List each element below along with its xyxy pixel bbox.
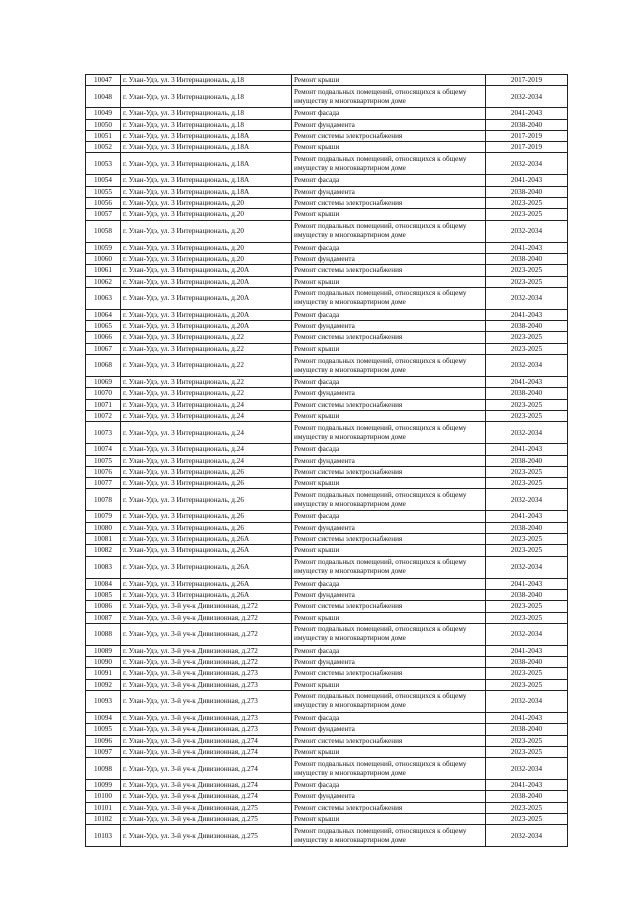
row-number: 10056	[86, 198, 121, 209]
table-row	[86, 589, 568, 600]
address-cell: г. Улан-Удэ, ул. 3 Интернациональ, д.18А	[121, 153, 292, 175]
period-cell: 2041-2043	[486, 712, 568, 723]
address-cell: г. Улан-Удэ, ул. 3-й уч-к Дивизионная, д.274	[121, 780, 292, 791]
work-type-cell: Ремонт фасада	[292, 242, 486, 253]
work-type-cell: Ремонт фасада	[292, 377, 486, 388]
row-number: 10050	[86, 119, 121, 130]
period-cell: 2041-2043	[486, 780, 568, 791]
period-cell: 2041-2043	[486, 645, 568, 656]
period-cell: 2023-2025	[486, 601, 568, 612]
work-type-cell: Ремонт фундамента	[292, 186, 486, 197]
table-row	[86, 758, 568, 780]
address-cell: г. Улан-Удэ, ул. 3 Интернациональ, д.20	[121, 209, 292, 220]
address-cell: г. Улан-Удэ, ул. 3-й уч-к Дивизионная, д.273	[121, 712, 292, 723]
address-cell: г. Улан-Удэ, ул. 3 Интернациональ, д.18	[121, 86, 292, 108]
address-cell: г. Улан-Удэ, ул. 3 Интернациональ, д.26А	[121, 545, 292, 556]
period-cell: 2038-2040	[486, 253, 568, 264]
period-cell: 2023-2025	[486, 410, 568, 421]
row-number: 10060	[86, 253, 121, 264]
period-cell: 2032-2034	[486, 556, 568, 578]
address-cell: г. Улан-Удэ, ул. 3-й уч-к Дивизионная, д.272	[121, 612, 292, 623]
table-row	[86, 343, 568, 354]
work-type-cell: Ремонт подвальных помещений, относящихся к общему имуществу в многоквартирном доме	[292, 690, 486, 712]
row-number: 10084	[86, 578, 121, 589]
address-cell: г. Улан-Удэ, ул. 3 Интернациональ, д.22	[121, 343, 292, 354]
table-body	[86, 75, 568, 847]
table-row	[86, 332, 568, 343]
address-cell: г. Улан-Удэ, ул. 3 Интернациональ, д.18А	[121, 142, 292, 153]
period-cell: 2023-2025	[486, 612, 568, 623]
row-number: 10052	[86, 142, 121, 153]
table-row	[86, 601, 568, 612]
address-cell: г. Улан-Удэ, ул. 3 Интернациональ, д.26	[121, 489, 292, 511]
table-row	[86, 735, 568, 746]
row-number: 10102	[86, 814, 121, 825]
period-cell: 2041-2043	[486, 511, 568, 522]
period-cell: 2038-2040	[486, 455, 568, 466]
work-type-cell: Ремонт подвальных помещений, относящихся к общему имуществу в многоквартирном доме	[292, 623, 486, 645]
table-row	[86, 478, 568, 489]
table-row	[86, 309, 568, 320]
address-cell: г. Улан-Удэ, ул. 3-й уч-к Дивизионная, д.272	[121, 645, 292, 656]
period-cell: 2041-2043	[486, 175, 568, 186]
period-cell: 2023-2025	[486, 276, 568, 287]
period-cell: 2032-2034	[486, 690, 568, 712]
address-cell: г. Улан-Удэ, ул. 3 Интернациональ, д.20А	[121, 321, 292, 332]
period-cell: 2023-2025	[486, 545, 568, 556]
row-number: 10062	[86, 276, 121, 287]
row-number: 10081	[86, 534, 121, 545]
work-type-cell: Ремонт системы электроснабжения	[292, 668, 486, 679]
work-type-cell: Ремонт крыши	[292, 75, 486, 86]
address-cell: г. Улан-Удэ, ул. 3-й уч-к Дивизионная, д.273	[121, 668, 292, 679]
work-type-cell: Ремонт подвальных помещений, относящихся к общему имуществу в многоквартирном доме	[292, 287, 486, 309]
work-type-cell: Ремонт крыши	[292, 746, 486, 757]
work-type-cell: Ремонт крыши	[292, 814, 486, 825]
work-type-cell: Ремонт системы электроснабжения	[292, 601, 486, 612]
address-cell: г. Улан-Удэ, ул. 3 Интернациональ, д.20	[121, 220, 292, 242]
period-cell: 2023-2025	[486, 332, 568, 343]
address-cell: г. Улан-Удэ, ул. 3 Интернациональ, д.20	[121, 253, 292, 264]
period-cell: 2032-2034	[486, 623, 568, 645]
row-number: 10051	[86, 130, 121, 141]
table-row	[86, 186, 568, 197]
row-number: 10067	[86, 343, 121, 354]
row-number: 10070	[86, 388, 121, 399]
address-cell: г. Улан-Удэ, ул. 3 Интернациональ, д.20А	[121, 287, 292, 309]
period-cell: 2041-2043	[486, 444, 568, 455]
repair-schedule-table	[85, 74, 568, 847]
row-number: 10094	[86, 712, 121, 723]
period-cell: 2041-2043	[486, 578, 568, 589]
period-cell: 2041-2043	[486, 108, 568, 119]
period-cell: 2023-2025	[486, 735, 568, 746]
row-number: 10074	[86, 444, 121, 455]
row-number: 10069	[86, 377, 121, 388]
address-cell: г. Улан-Удэ, ул. 3-й уч-к Дивизионная, д.272	[121, 623, 292, 645]
table-row	[86, 802, 568, 813]
address-cell: г. Улан-Удэ, ул. 3 Интернациональ, д.18А	[121, 175, 292, 186]
address-cell: г. Улан-Удэ, ул. 3 Интернациональ, д.24	[121, 422, 292, 444]
row-number: 10058	[86, 220, 121, 242]
address-cell: г. Улан-Удэ, ул. 3 Интернациональ, д.24	[121, 410, 292, 421]
period-cell: 2023-2025	[486, 265, 568, 276]
work-type-cell: Ремонт подвальных помещений, относящихся к общему имуществу в многоквартирном доме	[292, 758, 486, 780]
period-cell: 2023-2025	[486, 814, 568, 825]
table-row	[86, 399, 568, 410]
table-row	[86, 522, 568, 533]
work-type-cell: Ремонт крыши	[292, 679, 486, 690]
address-cell: г. Улан-Удэ, ул. 3-й уч-к Дивизионная, д.275	[121, 814, 292, 825]
row-number: 10066	[86, 332, 121, 343]
row-number: 10100	[86, 791, 121, 802]
work-type-cell: Ремонт фундамента	[292, 388, 486, 399]
row-number: 10095	[86, 724, 121, 735]
period-cell: 2038-2040	[486, 724, 568, 735]
period-cell: 2038-2040	[486, 186, 568, 197]
period-cell: 2032-2034	[486, 153, 568, 175]
row-number: 10101	[86, 802, 121, 813]
work-type-cell: Ремонт фундамента	[292, 522, 486, 533]
table-row	[86, 253, 568, 264]
work-type-cell: Ремонт крыши	[292, 612, 486, 623]
work-type-cell: Ремонт фундамента	[292, 253, 486, 264]
work-type-cell: Ремонт крыши	[292, 343, 486, 354]
address-cell: г. Улан-Удэ, ул. 3 Интернациональ, д.22	[121, 332, 292, 343]
period-cell: 2017-2019	[486, 75, 568, 86]
period-cell: 2017-2019	[486, 142, 568, 153]
period-cell: 2032-2034	[486, 825, 568, 847]
work-type-cell: Ремонт крыши	[292, 545, 486, 556]
row-number: 10092	[86, 679, 121, 690]
address-cell: г. Улан-Удэ, ул. 3 Интернациональ, д.26	[121, 478, 292, 489]
row-number: 10103	[86, 825, 121, 847]
work-type-cell: Ремонт подвальных помещений, относящихся к общему имуществу в многоквартирном доме	[292, 355, 486, 377]
work-type-cell: Ремонт подвальных помещений, относящихся к общему имуществу в многоквартирном доме	[292, 556, 486, 578]
address-cell: г. Улан-Удэ, ул. 3 Интернациональ, д.20А	[121, 276, 292, 287]
work-type-cell: Ремонт фундамента	[292, 455, 486, 466]
period-cell: 2023-2025	[486, 209, 568, 220]
row-number: 10061	[86, 265, 121, 276]
period-cell: 2038-2040	[486, 791, 568, 802]
row-number: 10079	[86, 511, 121, 522]
table-row	[86, 242, 568, 253]
table-row	[86, 489, 568, 511]
period-cell: 2023-2025	[486, 668, 568, 679]
address-cell: г. Улан-Удэ, ул. 3 Интернациональ, д.22	[121, 355, 292, 377]
work-type-cell: Ремонт фасада	[292, 511, 486, 522]
row-number: 10059	[86, 242, 121, 253]
table-row	[86, 444, 568, 455]
work-type-cell: Ремонт крыши	[292, 142, 486, 153]
period-cell: 2032-2034	[486, 355, 568, 377]
work-type-cell: Ремонт подвальных помещений, относящихся к общему имуществу в многоквартирном доме	[292, 86, 486, 108]
work-type-cell: Ремонт фасада	[292, 645, 486, 656]
table-row	[86, 455, 568, 466]
table-row	[86, 108, 568, 119]
address-cell: г. Улан-Удэ, ул. 3 Интернациональ, д.18А	[121, 186, 292, 197]
table-row	[86, 511, 568, 522]
address-cell: г. Улан-Удэ, ул. 3 Интернациональ, д.20А	[121, 265, 292, 276]
table-row	[86, 388, 568, 399]
row-number: 10096	[86, 735, 121, 746]
row-number: 10082	[86, 545, 121, 556]
row-number: 10087	[86, 612, 121, 623]
period-cell: 2023-2025	[486, 534, 568, 545]
row-number: 10083	[86, 556, 121, 578]
period-cell: 2023-2025	[486, 802, 568, 813]
work-type-cell: Ремонт системы электроснабжения	[292, 466, 486, 477]
address-cell: г. Улан-Удэ, ул. 3-й уч-к Дивизионная, д.274	[121, 791, 292, 802]
address-cell: г. Улан-Удэ, ул. 3 Интернациональ, д.26А	[121, 589, 292, 600]
period-cell: 2032-2034	[486, 220, 568, 242]
row-number: 10080	[86, 522, 121, 533]
period-cell: 2023-2025	[486, 679, 568, 690]
work-type-cell: Ремонт подвальных помещений, относящихся к общему имуществу в многоквартирном доме	[292, 489, 486, 511]
address-cell: г. Улан-Удэ, ул. 3-й уч-к Дивизионная, д.275	[121, 802, 292, 813]
address-cell: г. Улан-Удэ, ул. 3-й уч-к Дивизионная, д.274	[121, 746, 292, 757]
table-row	[86, 780, 568, 791]
table-row	[86, 287, 568, 309]
work-type-cell: Ремонт фундамента	[292, 589, 486, 600]
address-cell: г. Улан-Удэ, ул. 3 Интернациональ, д.18	[121, 119, 292, 130]
row-number: 10088	[86, 623, 121, 645]
table-row	[86, 377, 568, 388]
table-row	[86, 534, 568, 545]
period-cell: 2038-2040	[486, 657, 568, 668]
address-cell: г. Улан-Удэ, ул. 3-й уч-к Дивизионная, д.273	[121, 690, 292, 712]
period-cell: 2041-2043	[486, 309, 568, 320]
row-number: 10055	[86, 186, 121, 197]
address-cell: г. Улан-Удэ, ул. 3 Интернациональ, д.20А	[121, 309, 292, 320]
address-cell: г. Улан-Удэ, ул. 3 Интернациональ, д.18	[121, 108, 292, 119]
work-type-cell: Ремонт крыши	[292, 276, 486, 287]
work-type-cell: Ремонт системы электроснабжения	[292, 198, 486, 209]
work-type-cell: Ремонт фундамента	[292, 657, 486, 668]
work-type-cell: Ремонт системы электроснабжения	[292, 735, 486, 746]
row-number: 10098	[86, 758, 121, 780]
table-row	[86, 130, 568, 141]
table-row	[86, 276, 568, 287]
row-number: 10049	[86, 108, 121, 119]
period-cell: 2041-2043	[486, 377, 568, 388]
period-cell: 2023-2025	[486, 198, 568, 209]
table-row	[86, 578, 568, 589]
row-number: 10075	[86, 455, 121, 466]
table-row	[86, 220, 568, 242]
row-number: 10054	[86, 175, 121, 186]
address-cell: г. Улан-Удэ, ул. 3 Интернациональ, д.18А	[121, 130, 292, 141]
address-cell: г. Улан-Удэ, ул. 3 Интернациональ, д.26	[121, 522, 292, 533]
row-number: 10086	[86, 601, 121, 612]
address-cell: г. Улан-Удэ, ул. 3 Интернациональ, д.26	[121, 511, 292, 522]
address-cell: г. Улан-Удэ, ул. 3-й уч-к Дивизионная, д.273	[121, 724, 292, 735]
table-row	[86, 712, 568, 723]
table-row	[86, 690, 568, 712]
period-cell: 2023-2025	[486, 466, 568, 477]
address-cell: г. Улан-Удэ, ул. 3 Интернациональ, д.18	[121, 75, 292, 86]
period-cell: 2023-2025	[486, 399, 568, 410]
work-type-cell: Ремонт фасада	[292, 712, 486, 723]
period-cell: 2038-2040	[486, 321, 568, 332]
table-row	[86, 466, 568, 477]
table-row	[86, 119, 568, 130]
table-row	[86, 153, 568, 175]
row-number: 10068	[86, 355, 121, 377]
period-cell: 2038-2040	[486, 589, 568, 600]
work-type-cell: Ремонт системы электроснабжения	[292, 399, 486, 410]
table-row	[86, 668, 568, 679]
row-number: 10065	[86, 321, 121, 332]
table-row	[86, 422, 568, 444]
work-type-cell: Ремонт фасада	[292, 108, 486, 119]
table-row	[86, 355, 568, 377]
address-cell: г. Улан-Удэ, ул. 3-й уч-к Дивизионная, д.274	[121, 758, 292, 780]
table-row	[86, 645, 568, 656]
work-type-cell: Ремонт крыши	[292, 209, 486, 220]
row-number: 10063	[86, 287, 121, 309]
table-row	[86, 791, 568, 802]
table-row	[86, 623, 568, 645]
row-number: 10048	[86, 86, 121, 108]
work-type-cell: Ремонт системы электроснабжения	[292, 130, 486, 141]
period-cell: 2032-2034	[486, 758, 568, 780]
table-row	[86, 75, 568, 86]
period-cell: 2038-2040	[486, 522, 568, 533]
row-number: 10076	[86, 466, 121, 477]
row-number: 10057	[86, 209, 121, 220]
period-cell: 2038-2040	[486, 119, 568, 130]
address-cell: г. Улан-Удэ, ул. 3 Интернациональ, д.20	[121, 242, 292, 253]
row-number: 10053	[86, 153, 121, 175]
work-type-cell: Ремонт подвальных помещений, относящихся к общему имуществу в многоквартирном доме	[292, 153, 486, 175]
address-cell: г. Улан-Удэ, ул. 3-й уч-к Дивизионная, д.275	[121, 825, 292, 847]
address-cell: г. Улан-Удэ, ул. 3 Интернациональ, д.24	[121, 455, 292, 466]
row-number: 10073	[86, 422, 121, 444]
address-cell: г. Улан-Удэ, ул. 3-й уч-к Дивизионная, д.272	[121, 657, 292, 668]
table-row	[86, 545, 568, 556]
table-row	[86, 142, 568, 153]
period-cell: 2017-2019	[486, 130, 568, 141]
address-cell: г. Улан-Удэ, ул. 3 Интернациональ, д.20	[121, 198, 292, 209]
row-number: 10078	[86, 489, 121, 511]
address-cell: г. Улан-Удэ, ул. 3-й уч-к Дивизионная, д.272	[121, 601, 292, 612]
table-row	[86, 746, 568, 757]
table-row	[86, 175, 568, 186]
row-number: 10093	[86, 690, 121, 712]
address-cell: г. Улан-Удэ, ул. 3 Интернациональ, д.24	[121, 444, 292, 455]
period-cell: 2032-2034	[486, 287, 568, 309]
work-type-cell: Ремонт подвальных помещений, относящихся к общему имуществу в многоквартирном доме	[292, 220, 486, 242]
work-type-cell: Ремонт фундамента	[292, 321, 486, 332]
row-number: 10090	[86, 657, 121, 668]
row-number: 10077	[86, 478, 121, 489]
table-row	[86, 814, 568, 825]
period-cell: 2023-2025	[486, 343, 568, 354]
work-type-cell: Ремонт фундамента	[292, 724, 486, 735]
row-number: 10047	[86, 75, 121, 86]
address-cell: г. Улан-Удэ, ул. 3 Интернациональ, д.22	[121, 377, 292, 388]
row-number: 10091	[86, 668, 121, 679]
row-number: 10072	[86, 410, 121, 421]
work-type-cell: Ремонт подвальных помещений, относящихся к общему имуществу в многоквартирном доме	[292, 825, 486, 847]
row-number: 10099	[86, 780, 121, 791]
work-type-cell: Ремонт системы электроснабжения	[292, 265, 486, 276]
table-row	[86, 724, 568, 735]
address-cell: г. Улан-Удэ, ул. 3 Интернациональ, д.26	[121, 466, 292, 477]
address-cell: г. Улан-Удэ, ул. 3 Интернациональ, д.26А	[121, 534, 292, 545]
work-type-cell: Ремонт подвальных помещений, относящихся к общему имуществу в многоквартирном доме	[292, 422, 486, 444]
address-cell: г. Улан-Удэ, ул. 3-й уч-к Дивизионная, д.273	[121, 679, 292, 690]
address-cell: г. Улан-Удэ, ул. 3 Интернациональ, д.26А	[121, 578, 292, 589]
work-type-cell: Ремонт системы электроснабжения	[292, 534, 486, 545]
table-row	[86, 265, 568, 276]
work-type-cell: Ремонт крыши	[292, 478, 486, 489]
table-row	[86, 657, 568, 668]
work-type-cell: Ремонт фасада	[292, 780, 486, 791]
table-row	[86, 556, 568, 578]
work-type-cell: Ремонт крыши	[292, 410, 486, 421]
address-cell: г. Улан-Удэ, ул. 3 Интернациональ, д.24	[121, 399, 292, 410]
work-type-cell: Ремонт фундамента	[292, 791, 486, 802]
work-type-cell: Ремонт фасада	[292, 175, 486, 186]
work-type-cell: Ремонт фасада	[292, 444, 486, 455]
row-number: 10097	[86, 746, 121, 757]
period-cell: 2023-2025	[486, 746, 568, 757]
period-cell: 2032-2034	[486, 86, 568, 108]
work-type-cell: Ремонт системы электроснабжения	[292, 802, 486, 813]
row-number: 10071	[86, 399, 121, 410]
period-cell: 2032-2034	[486, 489, 568, 511]
table-row	[86, 410, 568, 421]
period-cell: 2023-2025	[486, 478, 568, 489]
work-type-cell: Ремонт фасада	[292, 578, 486, 589]
table-row	[86, 825, 568, 847]
table-row	[86, 612, 568, 623]
table-row	[86, 86, 568, 108]
row-number: 10064	[86, 309, 121, 320]
address-cell: г. Улан-Удэ, ул. 3-й уч-к Дивизионная, д.274	[121, 735, 292, 746]
period-cell: 2038-2040	[486, 388, 568, 399]
work-type-cell: Ремонт системы электроснабжения	[292, 332, 486, 343]
row-number: 10085	[86, 589, 121, 600]
table-row	[86, 679, 568, 690]
work-type-cell: Ремонт фасада	[292, 309, 486, 320]
table-row	[86, 198, 568, 209]
table-row	[86, 321, 568, 332]
period-cell: 2032-2034	[486, 422, 568, 444]
period-cell: 2041-2043	[486, 242, 568, 253]
row-number: 10089	[86, 645, 121, 656]
address-cell: г. Улан-Удэ, ул. 3 Интернациональ, д.26А	[121, 556, 292, 578]
table-row	[86, 209, 568, 220]
address-cell: г. Улан-Удэ, ул. 3 Интернациональ, д.22	[121, 388, 292, 399]
work-type-cell: Ремонт фундамента	[292, 119, 486, 130]
